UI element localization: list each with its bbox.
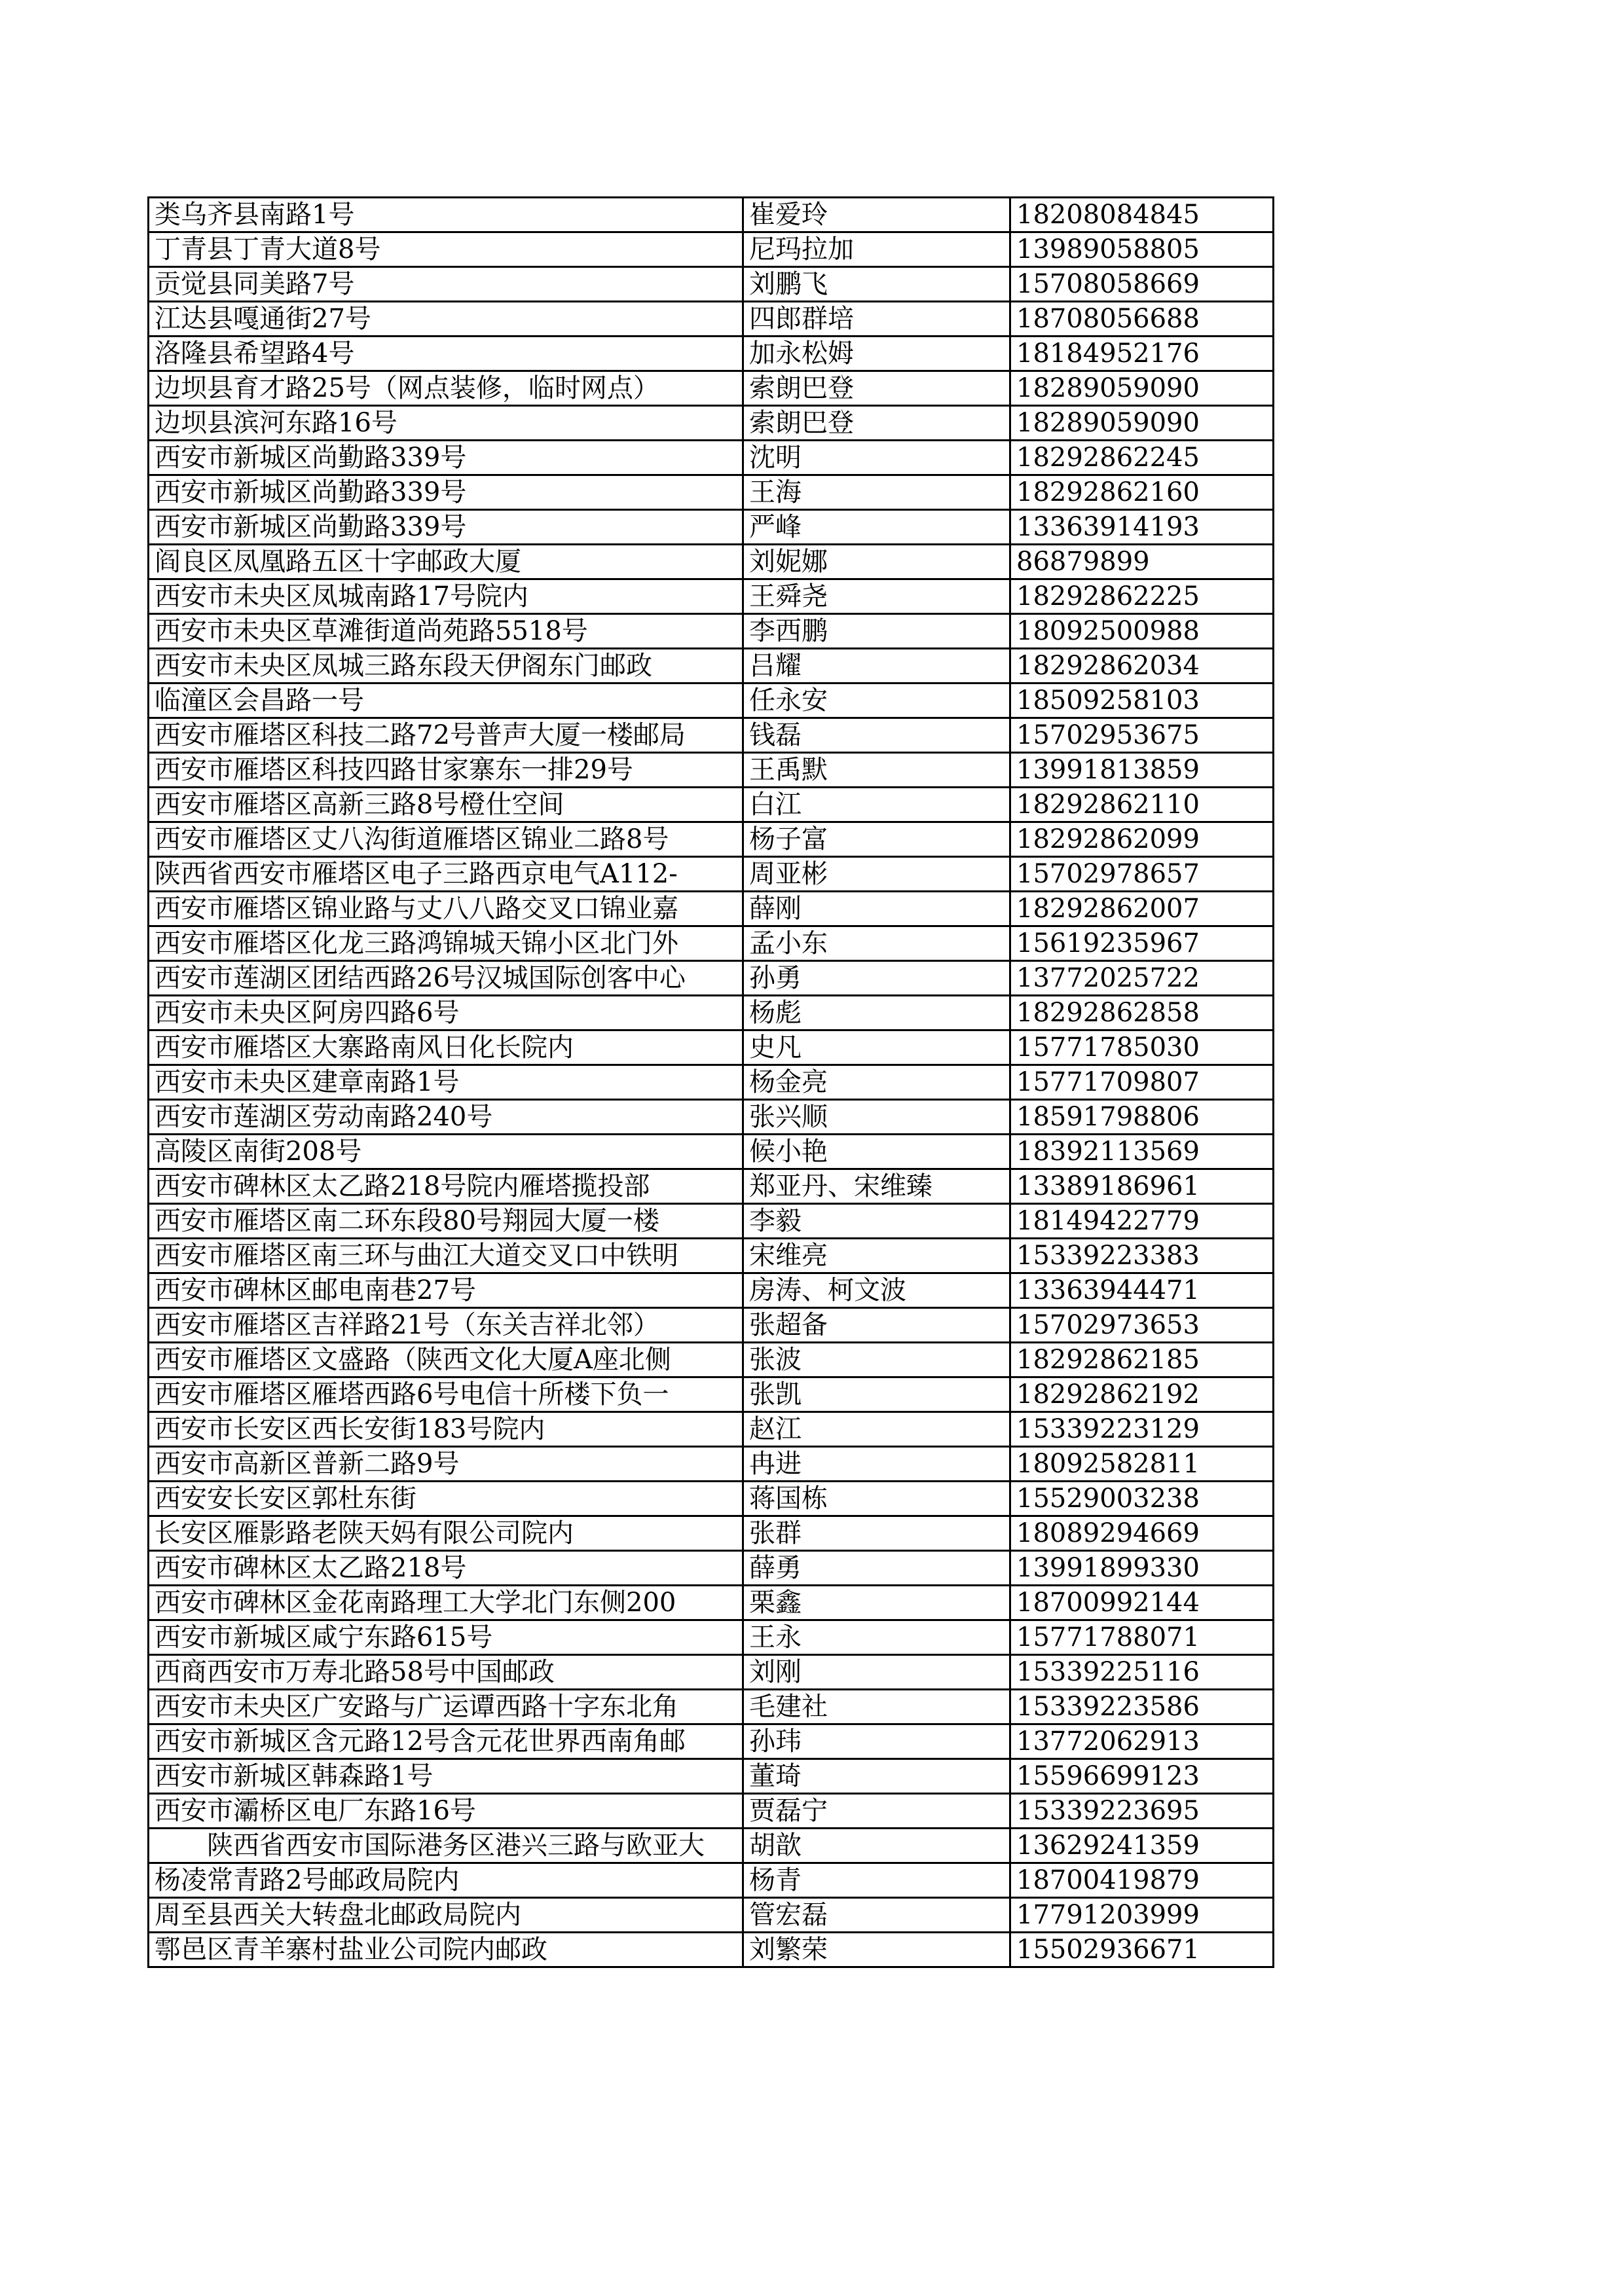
contact-name-cell: 李西鹏 [743, 614, 1010, 649]
phone-cell: 18292862858 [1010, 996, 1274, 1030]
address-cell: 西安市碑林区邮电南巷27号 [149, 1273, 743, 1308]
contact-name-cell: 任永安 [743, 683, 1010, 718]
phone-cell: 18289059090 [1010, 406, 1274, 441]
contact-name-cell: 钱磊 [743, 718, 1010, 753]
phone-cell: 18392113569 [1010, 1135, 1274, 1169]
phone-cell: 15339223383 [1010, 1239, 1274, 1273]
contact-name-cell: 张兴顺 [743, 1100, 1010, 1135]
contact-name-cell: 刘繁荣 [743, 1933, 1010, 1967]
contact-name-cell: 刘刚 [743, 1655, 1010, 1690]
table-row [149, 1863, 1274, 1898]
phone-cell: 18292862034 [1010, 649, 1274, 683]
phone-cell: 17791203999 [1010, 1898, 1274, 1933]
table-row [149, 614, 1274, 649]
phone-cell: 15771785030 [1010, 1030, 1274, 1065]
address-cell: 洛隆县希望路4号 [149, 337, 743, 371]
table-row [149, 788, 1274, 822]
contact-name-cell: 刘鹏飞 [743, 267, 1010, 302]
table-row [149, 1898, 1274, 1933]
contact-name-cell: 管宏磊 [743, 1898, 1010, 1933]
table-row [149, 545, 1274, 579]
contact-table [147, 196, 1274, 1968]
contact-name-cell: 李毅 [743, 1204, 1010, 1239]
contact-name-cell: 杨金亮 [743, 1065, 1010, 1100]
phone-cell: 18708056688 [1010, 302, 1274, 337]
table-row [149, 1447, 1274, 1482]
contact-name-cell: 董琦 [743, 1759, 1010, 1794]
contact-name-cell: 张波 [743, 1343, 1010, 1377]
address-cell: 西安市未央区草滩街道尚苑路5518号 [149, 614, 743, 649]
address-cell: 西安市莲湖区劳动南路240号 [149, 1100, 743, 1135]
address-cell: 西安市长安区西长安街183号院内 [149, 1412, 743, 1447]
address-cell: 西安市雁塔区化龙三路鸿锦城天锦小区北门外 [149, 926, 743, 961]
contact-name-cell: 胡歆 [743, 1829, 1010, 1863]
table-row [149, 1655, 1274, 1690]
address-cell: 类乌齐县南路1号 [149, 198, 743, 232]
contact-name-cell: 郑亚丹、宋维臻 [743, 1169, 1010, 1204]
table-row [149, 475, 1274, 510]
table-row [149, 1551, 1274, 1586]
contact-name-cell: 杨彪 [743, 996, 1010, 1030]
phone-cell: 13772025722 [1010, 961, 1274, 996]
contact-name-cell: 张群 [743, 1516, 1010, 1551]
phone-cell: 15771788071 [1010, 1620, 1274, 1655]
phone-cell: 15702978657 [1010, 857, 1274, 892]
contact-name-cell: 候小艳 [743, 1135, 1010, 1169]
phone-cell: 15339223129 [1010, 1412, 1274, 1447]
contact-name-cell: 吕耀 [743, 649, 1010, 683]
table-row [149, 1933, 1274, 1967]
contact-name-cell: 索朗巴登 [743, 371, 1010, 406]
contact-name-cell: 冉进 [743, 1447, 1010, 1482]
address-cell: 阎良区凤凰路五区十字邮政大厦 [149, 545, 743, 579]
phone-cell: 13991899330 [1010, 1551, 1274, 1586]
table-row [149, 302, 1274, 337]
table-row [149, 1794, 1274, 1829]
address-cell: 西安市碑林区太乙路218号院内雁塔揽投部 [149, 1169, 743, 1204]
address-cell: 边坝县育才路25号（网点装修，临时网点） [149, 371, 743, 406]
contact-name-cell: 加永松姆 [743, 337, 1010, 371]
phone-cell: 15596699123 [1010, 1759, 1274, 1794]
phone-cell: 18292862007 [1010, 892, 1274, 926]
contact-name-cell: 蒋国栋 [743, 1482, 1010, 1516]
address-cell: 长安区雁影路老陕天妈有限公司院内 [149, 1516, 743, 1551]
address-cell: 西安市莲湖区团结西路26号汉城国际创客中心 [149, 961, 743, 996]
phone-cell: 13991813859 [1010, 753, 1274, 788]
table-row [149, 441, 1274, 475]
address-cell: 杨凌常青路2号邮政局院内 [149, 1863, 743, 1898]
contact-name-cell: 杨青 [743, 1863, 1010, 1898]
table-row [149, 1030, 1274, 1065]
address-cell: 西安市未央区建章南路1号 [149, 1065, 743, 1100]
table-row [149, 579, 1274, 614]
address-cell: 西安市未央区凤城三路东段天伊阁东门邮政 [149, 649, 743, 683]
table-row [149, 1239, 1274, 1273]
phone-cell: 18292862185 [1010, 1343, 1274, 1377]
contact-name-cell: 张凯 [743, 1377, 1010, 1412]
table-row [149, 1690, 1274, 1724]
contact-name-cell: 四郎群培 [743, 302, 1010, 337]
contact-name-cell: 刘妮娜 [743, 545, 1010, 579]
address-cell: 西安市雁塔区文盛路（陕西文化大厦A座北侧 [149, 1343, 743, 1377]
phone-cell: 18292862245 [1010, 441, 1274, 475]
contact-name-cell: 栗鑫 [743, 1586, 1010, 1620]
phone-cell: 18184952176 [1010, 337, 1274, 371]
address-cell: 西安市未央区凤城南路17号院内 [149, 579, 743, 614]
phone-cell: 15771709807 [1010, 1065, 1274, 1100]
contact-name-cell: 崔爱玲 [743, 198, 1010, 232]
phone-cell: 15529003238 [1010, 1482, 1274, 1516]
phone-cell: 86879899 [1010, 545, 1274, 579]
table-row [149, 1516, 1274, 1551]
contact-name-cell: 史凡 [743, 1030, 1010, 1065]
contact-name-cell: 贾磊宁 [743, 1794, 1010, 1829]
phone-cell: 15502936671 [1010, 1933, 1274, 1967]
contact-name-cell: 王舜尧 [743, 579, 1010, 614]
table-row [149, 198, 1274, 232]
address-cell: 西安市新城区尚勤路339号 [149, 510, 743, 545]
phone-cell: 18289059090 [1010, 371, 1274, 406]
table-row [149, 926, 1274, 961]
phone-cell: 15702953675 [1010, 718, 1274, 753]
address-cell: 西安市新城区含元路12号含元花世界西南角邮 [149, 1724, 743, 1759]
table-row [149, 1377, 1274, 1412]
phone-cell: 15708058669 [1010, 267, 1274, 302]
address-cell: 西安市雁塔区科技四路甘家寨东一排29号 [149, 753, 743, 788]
table-row [149, 1343, 1274, 1377]
phone-cell: 18292862225 [1010, 579, 1274, 614]
address-cell: 边坝县滨河东路16号 [149, 406, 743, 441]
address-cell: 西商西安市万寿北路58号中国邮政 [149, 1655, 743, 1690]
address-cell: 西安市雁塔区南二环东段80号翔园大厦一楼 [149, 1204, 743, 1239]
phone-cell: 18292862160 [1010, 475, 1274, 510]
table-row [149, 683, 1274, 718]
table-row [149, 267, 1274, 302]
phone-cell: 13363944471 [1010, 1273, 1274, 1308]
phone-cell: 15702973653 [1010, 1308, 1274, 1343]
contact-name-cell: 宋维亮 [743, 1239, 1010, 1273]
contact-table-body [149, 198, 1274, 1967]
contact-name-cell: 沈明 [743, 441, 1010, 475]
table-row [149, 718, 1274, 753]
table-row [149, 1482, 1274, 1516]
address-cell: 西安市雁塔区丈八沟街道雁塔区锦业二路8号 [149, 822, 743, 857]
address-cell: 西安市未央区阿房四路6号 [149, 996, 743, 1030]
table-row [149, 1273, 1274, 1308]
table-row [149, 892, 1274, 926]
address-cell: 西安市碑林区太乙路218号 [149, 1551, 743, 1586]
table-row [149, 822, 1274, 857]
contact-name-cell: 索朗巴登 [743, 406, 1010, 441]
address-cell: 西安安长安区郭杜东街 [149, 1482, 743, 1516]
address-cell: 西安市雁塔区南三环与曲江大道交叉口中铁明 [149, 1239, 743, 1273]
table-row [149, 1620, 1274, 1655]
address-cell: 陕西省西安市国际港务区港兴三路与欧亚大 [149, 1829, 743, 1863]
address-cell: 西安市新城区尚勤路339号 [149, 441, 743, 475]
address-cell: 西安市雁塔区科技二路72号普声大厦一楼邮局 [149, 718, 743, 753]
address-cell: 西安市未央区广安路与广运谭西路十字东北角 [149, 1690, 743, 1724]
address-cell: 西安市雁塔区高新三路8号橙仕空间 [149, 788, 743, 822]
address-cell: 西安市灞桥区电厂东路16号 [149, 1794, 743, 1829]
contact-name-cell: 严峰 [743, 510, 1010, 545]
contact-name-cell: 尼玛拉加 [743, 232, 1010, 267]
phone-cell: 18292862192 [1010, 1377, 1274, 1412]
table-row [149, 1829, 1274, 1863]
table-row [149, 1135, 1274, 1169]
phone-cell: 18089294669 [1010, 1516, 1274, 1551]
address-cell: 西安市雁塔区锦业路与丈八八路交叉口锦业嘉 [149, 892, 743, 926]
address-cell: 西安市新城区咸宁东路615号 [149, 1620, 743, 1655]
table-row [149, 1100, 1274, 1135]
table-row [149, 510, 1274, 545]
address-cell: 江达县嘎通街27号 [149, 302, 743, 337]
address-cell: 高陵区南街208号 [149, 1135, 743, 1169]
contact-name-cell: 孙勇 [743, 961, 1010, 996]
table-row [149, 406, 1274, 441]
table-row [149, 371, 1274, 406]
phone-cell: 18509258103 [1010, 683, 1274, 718]
contact-name-cell: 孙玮 [743, 1724, 1010, 1759]
table-row [149, 996, 1274, 1030]
table-row [149, 753, 1274, 788]
contact-name-cell: 毛建社 [743, 1690, 1010, 1724]
contact-name-cell: 杨子富 [743, 822, 1010, 857]
address-cell: 西安市新城区韩森路1号 [149, 1759, 743, 1794]
phone-cell: 15619235967 [1010, 926, 1274, 961]
phone-cell: 15339225116 [1010, 1655, 1274, 1690]
contact-name-cell: 薛刚 [743, 892, 1010, 926]
phone-cell: 15339223586 [1010, 1690, 1274, 1724]
phone-cell: 18092500988 [1010, 614, 1274, 649]
contact-name-cell: 薛勇 [743, 1551, 1010, 1586]
phone-cell: 18092582811 [1010, 1447, 1274, 1482]
contact-name-cell: 孟小东 [743, 926, 1010, 961]
contact-name-cell: 王永 [743, 1620, 1010, 1655]
table-row [149, 1204, 1274, 1239]
table-row [149, 1065, 1274, 1100]
address-cell: 丁青县丁青大道8号 [149, 232, 743, 267]
table-row [149, 232, 1274, 267]
address-cell: 西安市雁塔区雁塔西路6号电信十所楼下负一 [149, 1377, 743, 1412]
table-row [149, 1586, 1274, 1620]
contact-name-cell: 赵江 [743, 1412, 1010, 1447]
address-cell: 西安市雁塔区大寨路南风日化长院内 [149, 1030, 743, 1065]
table-row [149, 1724, 1274, 1759]
address-cell: 周至县西关大转盘北邮政局院内 [149, 1898, 743, 1933]
phone-cell: 13989058805 [1010, 232, 1274, 267]
table-row [149, 961, 1274, 996]
address-cell: 西安市新城区尚勤路339号 [149, 475, 743, 510]
phone-cell: 13389186961 [1010, 1169, 1274, 1204]
table-row [149, 1412, 1274, 1447]
address-cell: 西安市高新区普新二路9号 [149, 1447, 743, 1482]
address-cell: 陕西省西安市雁塔区电子三路西京电气A112- [149, 857, 743, 892]
phone-cell: 15339223695 [1010, 1794, 1274, 1829]
phone-cell: 18292862110 [1010, 788, 1274, 822]
table-row [149, 649, 1274, 683]
address-cell: 临潼区会昌路一号 [149, 683, 743, 718]
contact-name-cell: 张超备 [743, 1308, 1010, 1343]
contact-name-cell: 房涛、柯文波 [743, 1273, 1010, 1308]
phone-cell: 18292862099 [1010, 822, 1274, 857]
phone-cell: 18208084845 [1010, 198, 1274, 232]
table-row [149, 1169, 1274, 1204]
contact-name-cell: 周亚彬 [743, 857, 1010, 892]
phone-cell: 13772062913 [1010, 1724, 1274, 1759]
table-row [149, 337, 1274, 371]
phone-cell: 18591798806 [1010, 1100, 1274, 1135]
contact-name-cell: 王禹默 [743, 753, 1010, 788]
table-row [149, 1308, 1274, 1343]
phone-cell: 13363914193 [1010, 510, 1274, 545]
phone-cell: 18149422779 [1010, 1204, 1274, 1239]
contact-name-cell: 王海 [743, 475, 1010, 510]
address-cell: 贡觉县同美路7号 [149, 267, 743, 302]
address-cell: 鄠邑区青羊寨村盐业公司院内邮政 [149, 1933, 743, 1967]
phone-cell: 18700992144 [1010, 1586, 1274, 1620]
contact-name-cell: 白江 [743, 788, 1010, 822]
table-row [149, 857, 1274, 892]
phone-cell: 18700419879 [1010, 1863, 1274, 1898]
address-cell: 西安市雁塔区吉祥路21号（东关吉祥北邻） [149, 1308, 743, 1343]
phone-cell: 13629241359 [1010, 1829, 1274, 1863]
address-cell: 西安市碑林区金花南路理工大学北门东侧200 [149, 1586, 743, 1620]
table-row [149, 1759, 1274, 1794]
